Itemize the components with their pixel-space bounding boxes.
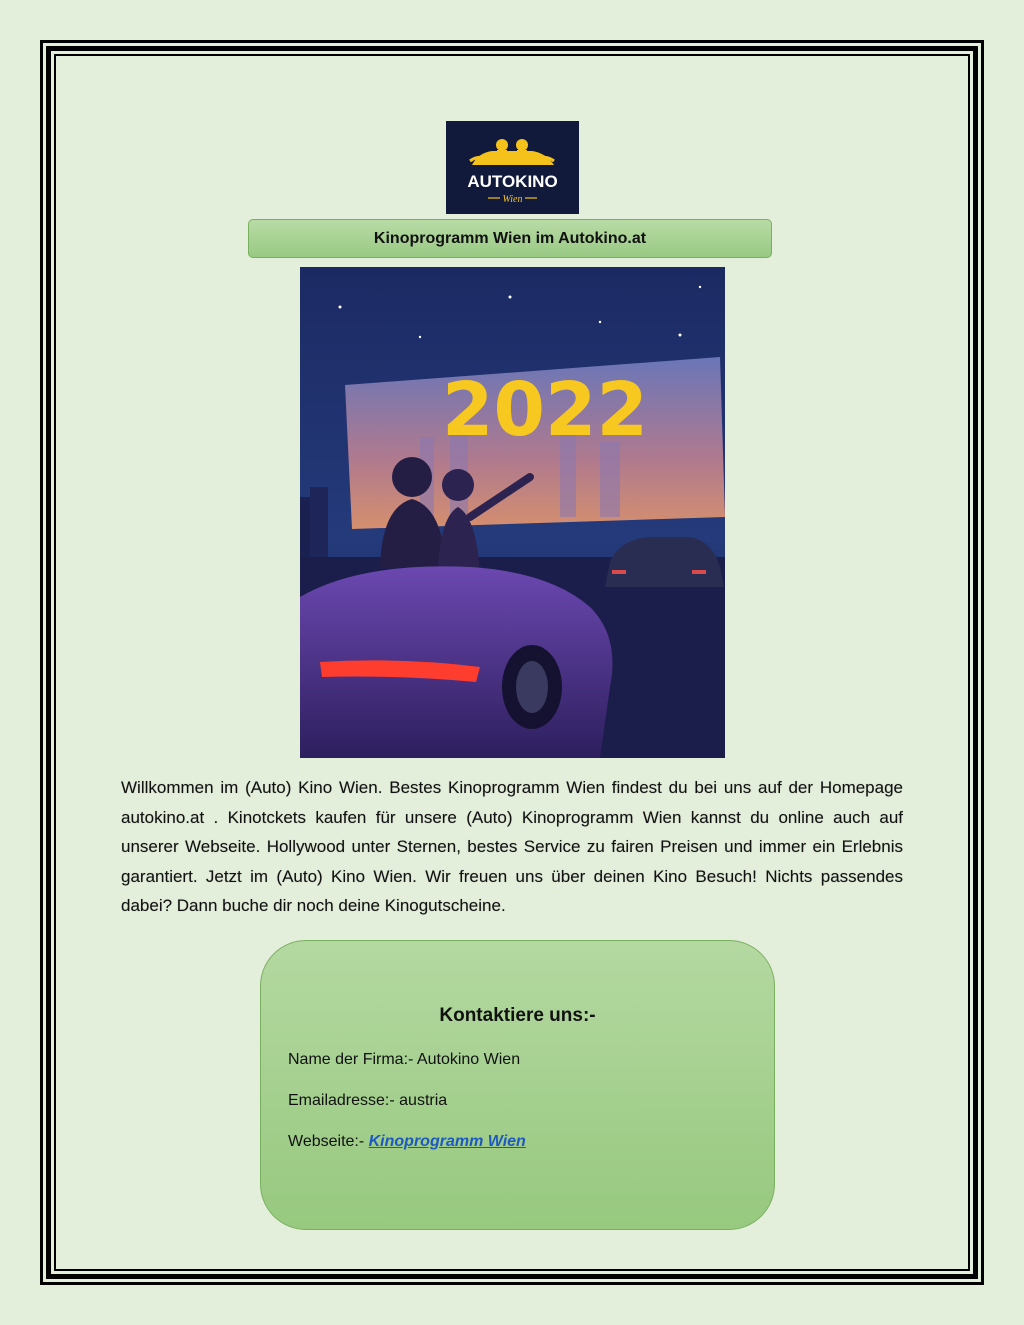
website-link[interactable]: Kinoprogramm Wien <box>368 1133 526 1150</box>
drive-in-poster-image <box>300 267 725 758</box>
intro-paragraph: Willkommen im (Auto) Kino Wien. Bestes Kinoprogramm Wien findest du bei uns auf der Homepage autokino.at . Kinotckets kaufen für unsere (Auto) Kinoprogramm Wien kannst du online auch auf unserer Webseite. Hollywood unter Sternen, bestes Service zu fairen Preisen und immer ein Erlebnis garantiert. Jetzt im (Auto) Kino Wien. Wir freuen uns über deinen Kino Besuch! Nichts passendes dabei? Dann buche dir noch deine Kinogutscheine. <box>121 778 903 915</box>
email-label: Emailadresse:- <box>288 1092 400 1109</box>
page-title: Kinoprogramm Wien im Autokino.at <box>373 229 647 247</box>
car-logo-icon <box>446 121 579 214</box>
page-title-banner <box>248 219 772 258</box>
company-label: Name der Firma:- <box>288 1051 417 1068</box>
contact-email <box>288 1092 447 1110</box>
logo-brand-text: AUTOKINO <box>467 172 558 191</box>
contact-box <box>260 940 775 1230</box>
contact-website <box>288 1133 526 1151</box>
poster-year-text: 2022 <box>442 367 648 453</box>
logo-sub-text: Wien <box>502 194 523 205</box>
email-value: austria <box>399 1092 448 1109</box>
contact-title: Kontaktiere uns:- <box>439 1005 596 1026</box>
contact-company <box>288 1051 520 1069</box>
autokino-logo <box>446 121 579 214</box>
company-value: Autokino Wien <box>416 1051 521 1068</box>
website-label: Webseite:- <box>288 1133 369 1150</box>
